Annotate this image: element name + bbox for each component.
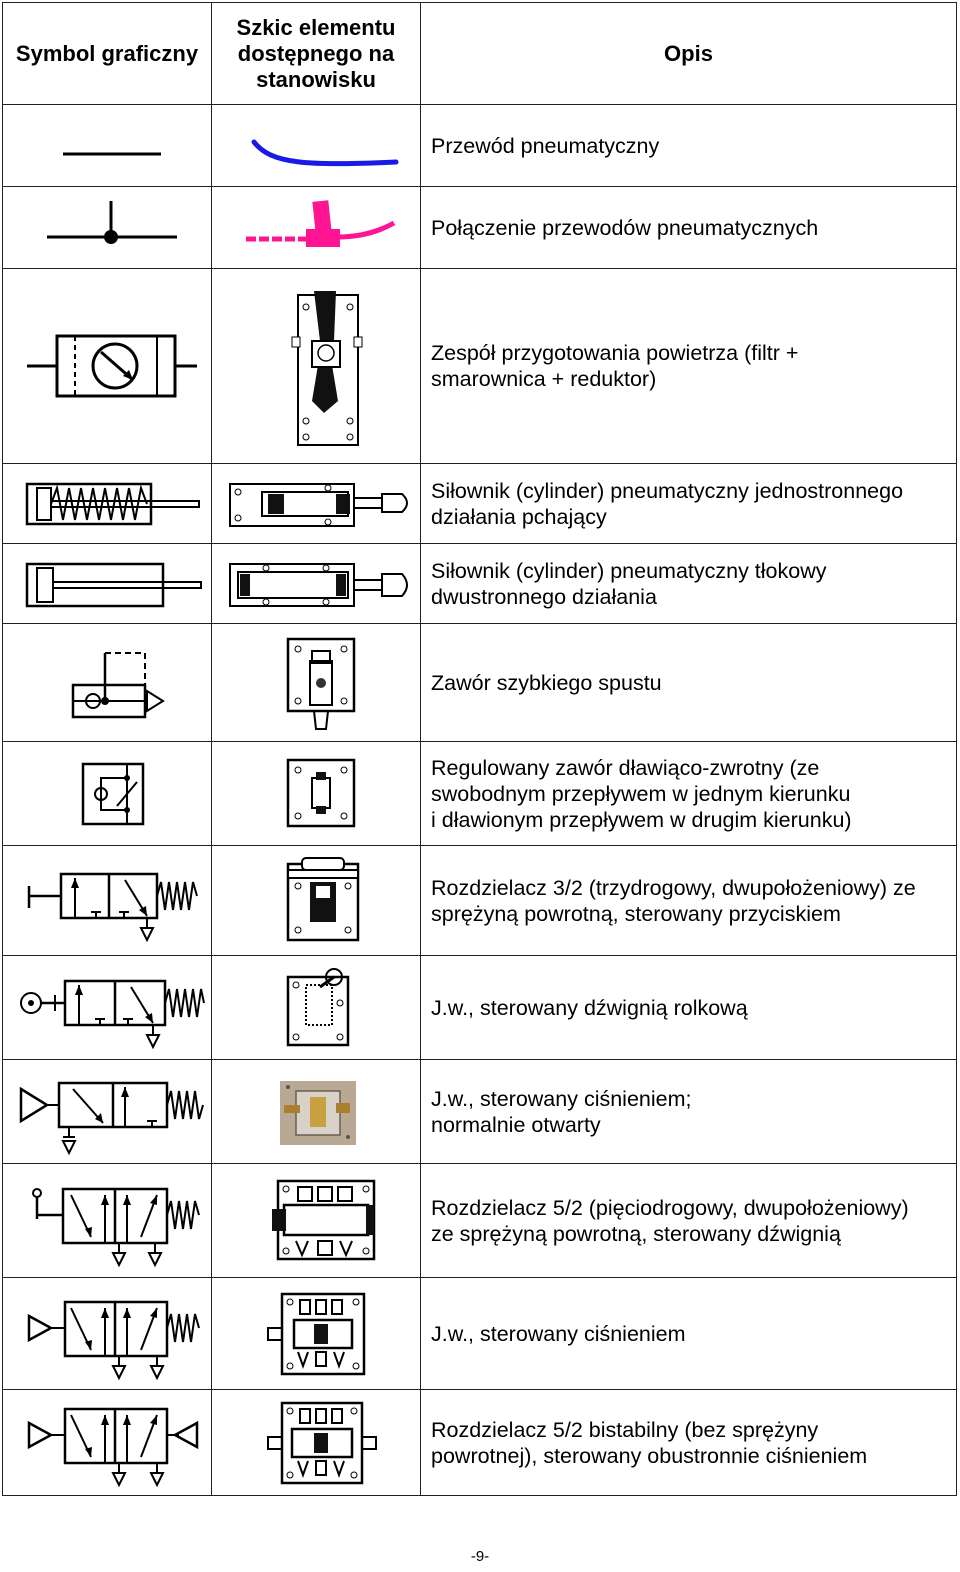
valve-3-2-roller-symbol-icon (3, 956, 212, 1060)
row-description: J.w., sterowany ciśnieniem (421, 1278, 957, 1390)
table-row (3, 187, 957, 269)
row-description: Siłownik (cylinder) pneumatyczny jednostronnego działania pchający (421, 464, 957, 544)
valve-5-2-pressure-symbol-icon (3, 1278, 212, 1390)
valve-5-2-lever-sketch-icon (212, 1164, 421, 1278)
valve-3-2-pressure-photo-icon (212, 1060, 421, 1164)
throttle-check-valve-symbol-icon (3, 742, 212, 846)
header-symbol: Symbol graficzny (3, 3, 212, 105)
row-description: Regulowany zawór dławiąco-zwrotny (ze swobodnym przepływem w jednym kierunku i dławionym przepływem w drugim kierunku) (421, 742, 957, 846)
table-row (3, 464, 957, 544)
row-description: Połączenie przewodów pneumatycznych (421, 187, 957, 269)
valve-5-2-lever-symbol-icon (3, 1164, 212, 1278)
header-sketch: Szkic elementu dostępnego na stanowisku (212, 3, 421, 105)
table-row (3, 544, 957, 624)
frl-unit-symbol-icon (3, 269, 212, 464)
line-junction-symbol-icon (3, 187, 212, 269)
table-row (3, 1278, 957, 1390)
row-description: Zespół przygotowania powietrza (filtr + smarownica + reduktor) (421, 269, 957, 464)
pneumatic-line-symbol-icon (3, 105, 212, 187)
quick-exhaust-valve-symbol-icon (3, 624, 212, 742)
valve-5-2-bistable-symbol-icon (3, 1390, 212, 1496)
symbol-table (2, 2, 957, 1496)
table-row (3, 105, 957, 187)
valve-3-2-pressure-no-symbol-icon (3, 1060, 212, 1164)
table-row (3, 1390, 957, 1496)
row-description: Rozdzielacz 5/2 bistabilny (bez sprężyny powrotnej), sterowany obustronnie ciśnieniem (421, 1390, 957, 1496)
pink-tee-connector-icon (212, 187, 421, 269)
row-description: J.w., sterowany dźwignią rolkową (421, 956, 957, 1060)
double-acting-cylinder-sketch-icon (212, 544, 421, 624)
table-row (3, 956, 957, 1060)
table-row (3, 624, 957, 742)
valve-5-2-bistable-sketch-icon (212, 1390, 421, 1496)
valve-3-2-roller-sketch-icon (212, 956, 421, 1060)
header-row (3, 3, 957, 105)
row-description: Zawór szybkiego spustu (421, 624, 957, 742)
row-description: Rozdzielacz 5/2 (pięciodrogowy, dwupołożeniowy) ze sprężyną powrotną, sterowany dźwignią (421, 1164, 957, 1278)
table-row (3, 846, 957, 956)
row-description: Siłownik (cylinder) pneumatyczny tłokowy dwustronnego działania (421, 544, 957, 624)
quick-exhaust-valve-sketch-icon (212, 624, 421, 742)
frl-unit-sketch-icon (212, 269, 421, 464)
blue-hose-icon (212, 105, 421, 187)
page-number: -9- (470, 1548, 490, 1565)
single-acting-cylinder-symbol-icon (3, 464, 212, 544)
row-description: J.w., sterowany ciśnieniem; normalnie otwarty (421, 1060, 957, 1164)
table-row (3, 742, 957, 846)
row-description: Rozdzielacz 3/2 (trzydrogowy, dwupołożeniowy) ze sprężyną powrotną, sterowany przyciskiem (421, 846, 957, 956)
valve-3-2-pushbutton-symbol-icon (3, 846, 212, 956)
table-row (3, 1060, 957, 1164)
header-description: Opis (421, 3, 957, 105)
row-description: Przewód pneumatyczny (421, 105, 957, 187)
double-acting-cylinder-symbol-icon (3, 544, 212, 624)
table-row (3, 269, 957, 464)
throttle-check-valve-sketch-icon (212, 742, 421, 846)
valve-5-2-pressure-sketch-icon (212, 1278, 421, 1390)
single-acting-cylinder-sketch-icon (212, 464, 421, 544)
table-row (3, 1164, 957, 1278)
valve-3-2-pushbutton-sketch-icon (212, 846, 421, 956)
